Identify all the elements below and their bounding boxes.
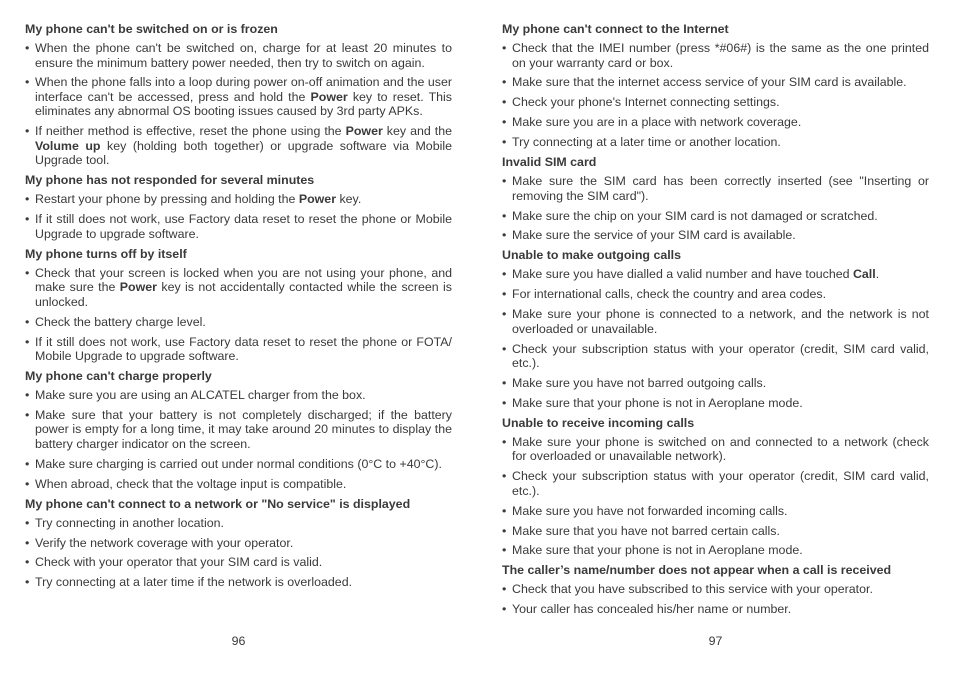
- section-heading: My phone has not responded for several minutes: [25, 173, 315, 188]
- bullet-item: • Check the battery charge level.: [25, 315, 452, 330]
- bullet-item: • Make sure your phone is connected to a network, and the network is not overloaded or unavailable.: [502, 307, 929, 336]
- bullet-item: • Try connecting at a later time or another location.: [502, 135, 929, 150]
- section-heading: My phone can't connect to the Internet: [502, 22, 729, 36]
- right-column: [502, 22, 929, 622]
- bullet-list: [502, 582, 929, 616]
- section-heading: Unable to receive incoming calls: [502, 415, 695, 430]
- bullet-list: [502, 267, 929, 410]
- bullet-item: • Make sure you have dialled a valid number and have touched Call.: [502, 267, 929, 282]
- section-heading: My phone turns off by itself: [25, 246, 187, 261]
- bullet-list: [25, 266, 452, 364]
- page-number: 97: [708, 634, 723, 648]
- bullet-list: [25, 388, 452, 491]
- bullet-item: • Make sure your phone is switched on and connected to a network (check for overloaded or unavailable network).: [502, 435, 929, 464]
- bullet-item: • Make sure that the internet access service of your SIM card is available.: [502, 75, 929, 90]
- bullet-item: • For international calls, check the country and area codes.: [502, 287, 929, 302]
- bullet-item: • Make sure you are using an ALCATEL charger from the box.: [25, 388, 452, 403]
- bullet-item: • Check your subscription status with your operator (credit, SIM card valid, etc.).: [502, 342, 929, 371]
- bullet-item: • Your caller has concealed his/her name or number.: [502, 602, 929, 617]
- section-heading: My phone can't connect to a network or "No service" is displayed: [25, 496, 411, 511]
- section-heading: Unable to make outgoing calls: [502, 248, 682, 263]
- bullet-item: • Make sure the chip on your SIM card is not damaged or scratched.: [502, 209, 929, 224]
- bullet-item: • Check that your screen is locked when you are not using your phone, and make sure the Power key is not accidentally contacted while the screen is unlocked.: [25, 266, 452, 310]
- section-heading: Invalid SIM card: [502, 155, 597, 170]
- bullet-item: • Check that you have subscribed to this service with your operator.: [502, 582, 929, 597]
- right-page: [477, 0, 954, 678]
- bullet-item: • When the phone falls into a loop during power on-off animation and the user interface can't be accessed, press and hold the Power key to reset. This eliminates any abnormal OS booting issues caused by 3rd party APKs.: [25, 75, 452, 119]
- section-heading: My phone can't be switched on or is frozen: [25, 22, 278, 36]
- bullet-item: • If it still does not work, use Factory data reset to reset the phone or FOTA/ Mobile Upgrade to upgrade software.: [25, 335, 452, 364]
- bullet-list: [502, 41, 929, 150]
- bullet-list: [502, 435, 929, 558]
- bullet-item: • Check your phone's Internet connecting settings.: [502, 95, 929, 110]
- bullet-item: • Make sure the service of your SIM card is available.: [502, 228, 929, 243]
- bullet-item: • Check your subscription status with your operator (credit, SIM card valid, etc.).: [502, 469, 929, 498]
- bullet-item: • Check with your operator that your SIM card is valid.: [25, 555, 452, 570]
- bullet-item: • Make sure that your phone is not in Aeroplane mode.: [502, 396, 929, 411]
- bullet-list: [502, 174, 929, 243]
- bullet-list: [25, 516, 452, 590]
- bullet-item: • Make sure that you have not barred certain calls.: [502, 524, 929, 539]
- left-column: [25, 22, 452, 595]
- bullet-item: • Make sure you have not barred outgoing calls.: [502, 376, 929, 391]
- bullet-item: • Make sure that your battery is not completely discharged; if the battery power is empty for a long time, it may take around 20 minutes to display the battery charger indicator on the screen.: [25, 408, 452, 452]
- bullet-item: • Verify the network coverage with your operator.: [25, 536, 452, 551]
- bullet-item: • Try connecting at a later time if the network is overloaded.: [25, 575, 452, 590]
- bullet-item: • Check that the IMEI number (press *#06#) is the same as the one printed on your warranty card or box.: [502, 41, 929, 70]
- section-heading: My phone can't charge properly: [25, 368, 212, 383]
- bullet-item: • If it still does not work, use Factory data reset to reset the phone or Mobile Upgrade to upgrade software.: [25, 212, 452, 241]
- bullet-item: • Make sure you have not forwarded incoming calls.: [502, 504, 929, 519]
- bullet-item: • When abroad, check that the voltage input is compatible.: [25, 477, 452, 492]
- bullet-list: [25, 192, 452, 241]
- page-number: 96: [231, 634, 246, 648]
- bullet-item: • Make sure you are in a place with network coverage.: [502, 115, 929, 130]
- section-heading: The caller’s name/number does not appear when a call is received: [502, 563, 892, 578]
- bullet-item: • Restart your phone by pressing and holding the Power key.: [25, 192, 452, 207]
- bullet-item: • Make sure charging is carried out under normal conditions (0°C to +40°C).: [25, 457, 452, 472]
- bullet-item: • When the phone can't be switched on, charge for at least 20 minutes to ensure the minimum battery power needed, then try to switch on again.: [25, 41, 452, 70]
- bullet-list: [25, 41, 452, 168]
- bullet-item: • Make sure that your phone is not in Aeroplane mode.: [502, 543, 929, 558]
- bullet-item: • Try connecting in another location.: [25, 516, 452, 531]
- bullet-item: • If neither method is effective, reset the phone using the Power key and the Volume up key (holding both together) or upgrade software via Mobile Upgrade tool.: [25, 124, 452, 168]
- bullet-item: • Make sure the SIM card has been correctly inserted (see "Inserting or removing the SIM card").: [502, 174, 929, 203]
